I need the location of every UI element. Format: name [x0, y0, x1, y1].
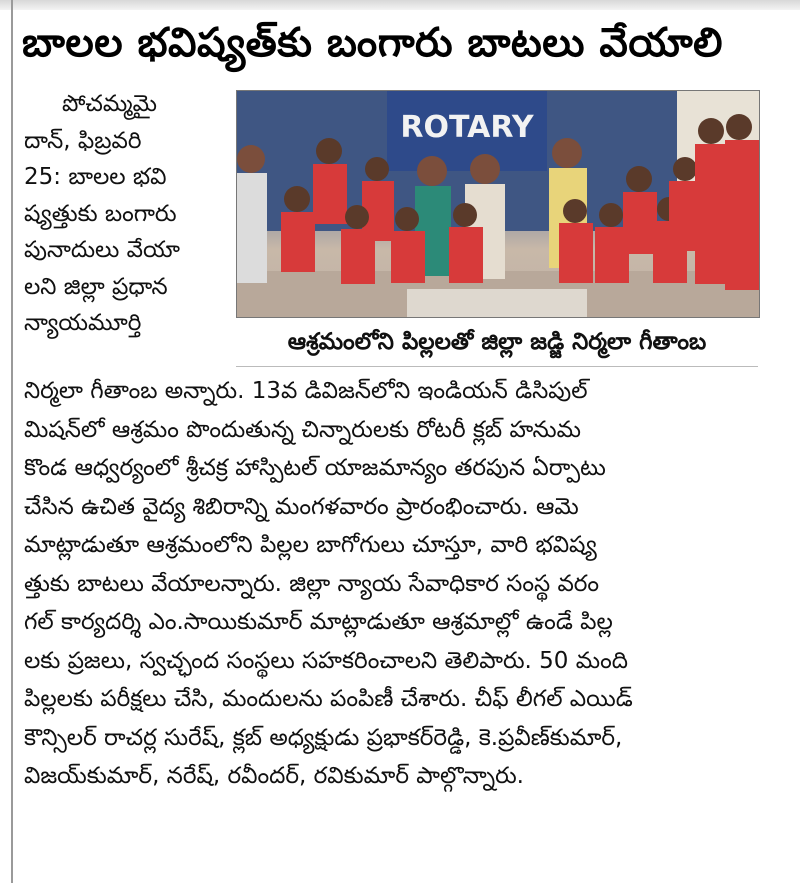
- intro-line: లని జిల్లా ప్రధాన: [24, 273, 168, 300]
- body-line: లకు ప్రజలు, స్వచ్ఛంద సంస్థలు సహకరించాలని తెలిపారు. 50 మంది: [24, 647, 628, 674]
- intro-column: [24, 86, 224, 342]
- body-line: మాట్లాడుతూ ఆశ్రమంలోని పిల్లల బాగోగులు చూస్తూ, వారి భవిష్య: [24, 532, 597, 558]
- intro-line: 25: బాలల భవి: [24, 164, 167, 190]
- article-body: [24, 372, 784, 796]
- body-line: పిల్లలకు పరీక్షలు చేసి, మందులను పంపిణీ చేశారు. చీఫ్ లీగల్ ఎయిడ్: [24, 686, 633, 712]
- photo-illustration: [237, 91, 759, 317]
- article-headline: బాలల భవిష్యత్‌కు బంగారు బాటలు వేయాలి: [22, 20, 723, 66]
- body-line: కౌన్సిలర్ రాచర్ల సురేష్, క్లబ్ అధ్యక్షుడు ప్రభాకర్‌రెడ్డి, కె.ప్రవీణ్‌కుమార్,: [24, 724, 623, 751]
- body-line: మిషన్‌లో ఆశ్రమం పొందుతున్న చిన్నారులకు రోటరీ క్లబ్ హనుమ: [24, 416, 581, 443]
- intro-line: పోచమ్మమై: [62, 91, 157, 117]
- body-line: గల్ కార్యదర్శి ఎం.సాయికుమార్ మాట్లాడుతూ ఆశ్రమాల్లో ఉండే పిల్ల: [24, 609, 613, 635]
- body-line: కొండ ఆధ్వర్యంలో శ్రీచక్ర హాస్పిటల్ యాజమాన్యం తరపున ఏర్పాటు: [24, 455, 606, 481]
- body-line: చేసిన ఉచిత వైద్య శిబిరాన్ని మంగళవారం ప్రారంభించారు. ఆమె: [24, 493, 579, 520]
- body-line: విజయ్‌కుమార్, నరేష్, రవీందర్, రవికుమార్ పాల్గొన్నారు.: [24, 763, 524, 789]
- intro-line: దాన్, ఫిబ్రవరి: [24, 127, 142, 154]
- intro-line: న్యాయమూర్తి: [24, 310, 142, 336]
- banner-text: ROTARY: [400, 110, 534, 145]
- body-line: త్తుకు బాటలు వేయాలన్నారు. జిల్లా న్యాయ సేవాధికార సంస్థ వరం: [24, 570, 600, 597]
- intro-line: పునాదులు వేయా: [24, 237, 180, 263]
- news-photo: [236, 90, 760, 318]
- intro-line: ష్యత్తుకు బంగారు: [24, 200, 177, 227]
- body-line: నిర్మలా గీతాంబ అన్నారు. 13వ డివిజన్‌లోని ఇండియన్ డిసిపుల్: [24, 378, 588, 404]
- column-rule: [11, 0, 13, 883]
- photo-caption: ఆశ్రమంలోని పిల్లలతో జిల్లా జడ్జి నిర్మలా గీతాంబ: [236, 318, 758, 367]
